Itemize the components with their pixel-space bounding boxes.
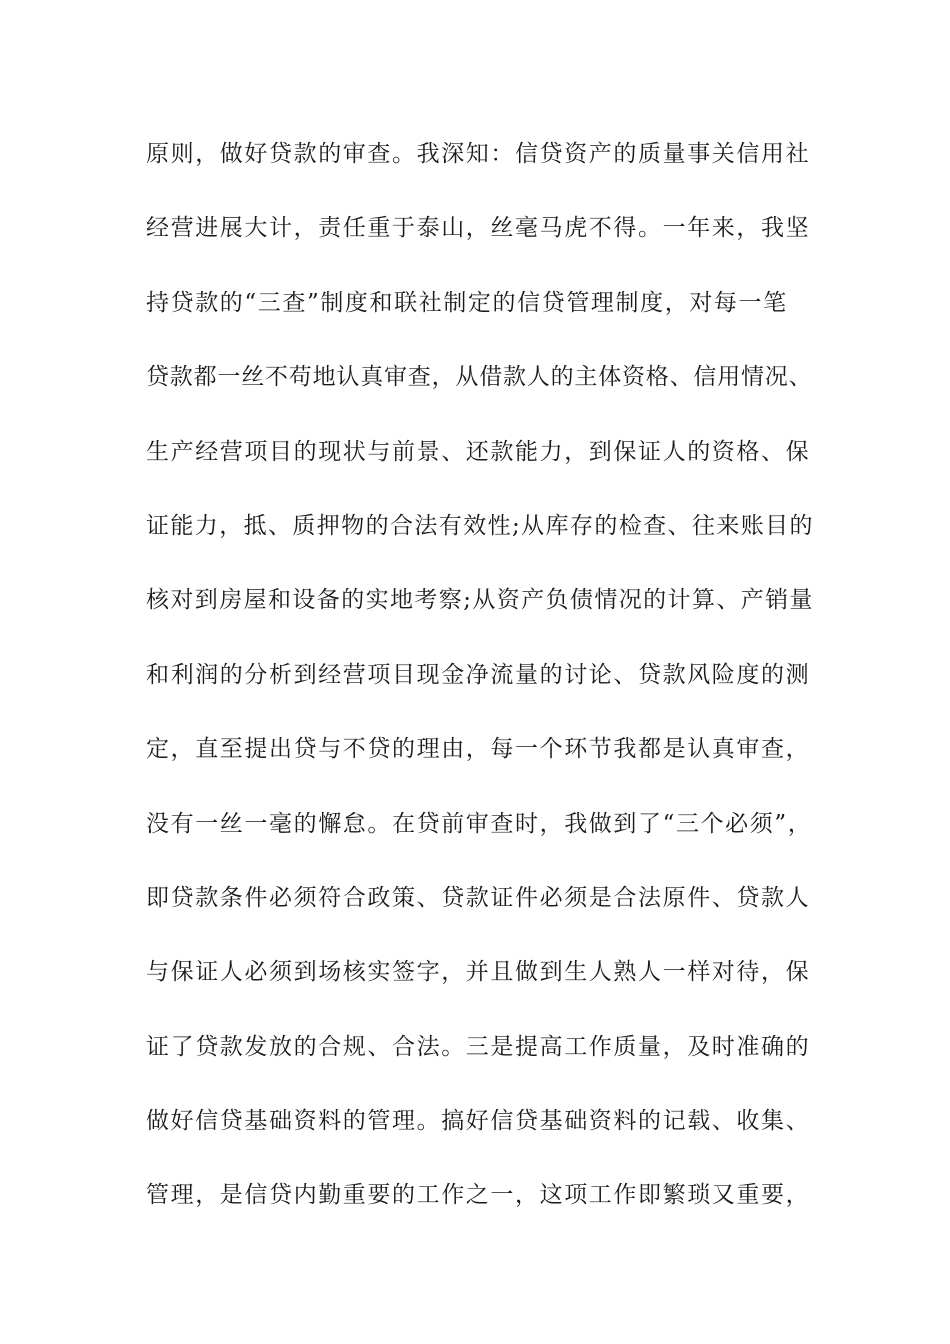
text-line: 证了贷款发放的合规、合法。三是提高工作质量，及时准确的 (146, 1033, 811, 1060)
text-line: 没有一丝一毫的懈怠。在贷前审查时，我做到了“三个必须”， (146, 810, 813, 837)
text-line: 持贷款的“三查”制度和联社制定的信贷管理制度，对每一笔 (146, 289, 788, 316)
text-line: 做好信贷基础资料的管理。搞好信贷基础资料的记载、收集、 (146, 1108, 811, 1135)
text-line: 原则，做好贷款的审查。我深知：信贷资产的质量事关信用社 (146, 141, 811, 167)
text-line: 核对到房屋和设备的实地考察;从资产负债情况的计算、产销量 (146, 587, 814, 614)
text-line: 经营进展大计，责任重于泰山，丝毫马虎不得。一年来，我坚 (146, 215, 811, 242)
text-line: 生产经营项目的现状与前景、还款能力，到保证人的资格、保 (146, 438, 811, 465)
body-text (146, 128, 816, 1244)
text-line: 和利润的分析到经营项目现金净流量的讨论、贷款风险度的测 (146, 661, 811, 688)
text-line: 即贷款条件必须符合政策、贷款证件必须是合法原件、贷款人 (146, 884, 811, 911)
text-line: 与保证人必须到场核实签字，并且做到生人熟人一样对待，保 (146, 959, 811, 986)
text-line: 贷款都一丝不苟地认真审查，从借款人的主体资格、信用情况、 (146, 364, 813, 391)
text-line: 证能力，抵、质押物的合法有效性;从库存的检查、往来账目的 (146, 512, 814, 539)
text-line: 管理，是信贷内勤重要的工作之一，这项工作即繁琐又重要， (146, 1182, 811, 1209)
text-line: 定，直至提出贷与不贷的理由，每一个环节我都是认真审查， (146, 736, 811, 763)
